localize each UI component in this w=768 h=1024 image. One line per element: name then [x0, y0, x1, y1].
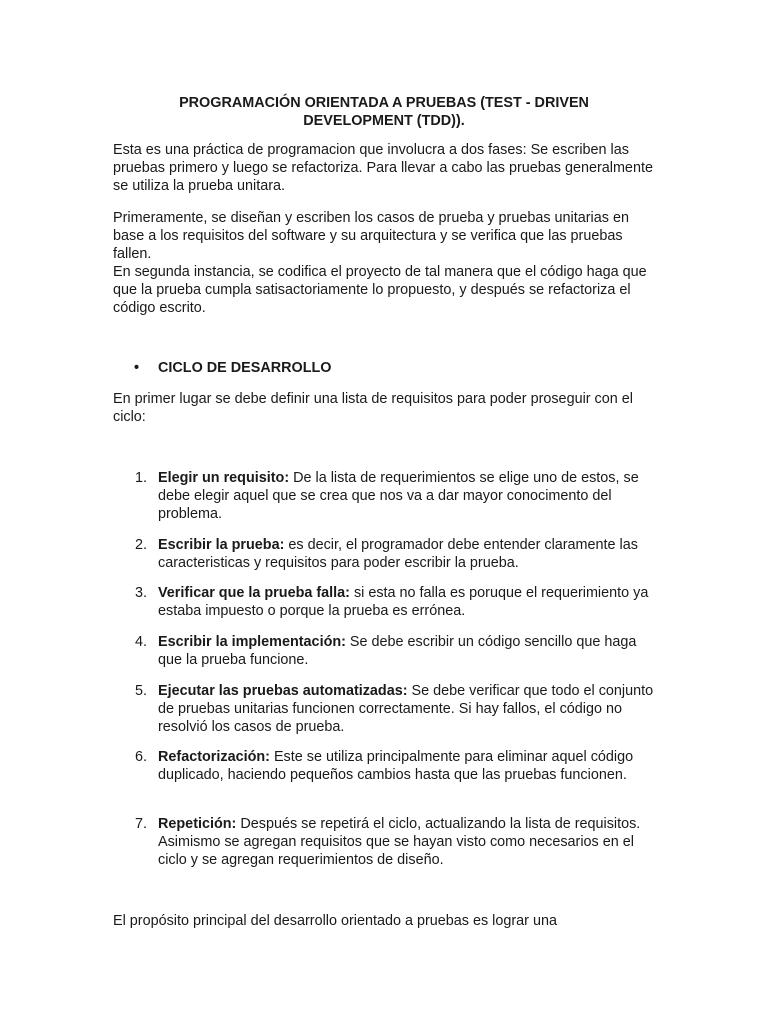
list-number: 7. [135, 816, 148, 832]
section-heading-text: CICLO DE DESARROLLO [158, 360, 332, 376]
paragraph-implementation: En segunda instancia, se codifica el proyecto de tal manera que el código haga que que la prueba cumpla satisactoriamente lo propuesto, y después se refactoriza el código escrito. [113, 264, 647, 316]
cycle-intro-paragraph: En primer lugar se debe definir una lista de requisitos para poder proseguir con el ciclo: [113, 391, 633, 425]
list-number: 6. [135, 749, 148, 765]
list-item-text: De la lista de requerimientos se elige uno de estos, se debe elegir aquel que se crea que nos va a dar mayor conocimento del problema. [158, 470, 639, 522]
list-item-term: Repetición: [158, 816, 237, 832]
list-number: 5. [135, 683, 148, 699]
intro-paragraph: Esta es una práctica de programacion que involucra a dos fases: Se escriben las pruebas primero y luego se refactoriza. Para llevar a cabo las pruebas generalmente se utiliza la prueba unitara. [113, 142, 653, 194]
paragraph-design-tests: Primeramente, se diseñan y escriben los casos de prueba y pruebas unitarias en base a los requisitos del software y su arquitectura y se verifica que las pruebas fallen. [113, 210, 629, 262]
list-item-text: Se debe verificar que todo el conjunto de pruebas unitarias funcionen correctamente. Si hay fallos, el código no resolvió los casos de prueba. [158, 683, 654, 735]
list-item-term: Ejecutar las pruebas automatizadas: [158, 683, 408, 699]
list-number: 1. [135, 470, 148, 486]
list-number: 4. [135, 634, 148, 650]
list-item-text: Este se utiliza principalmente para eliminar aquel código duplicado, haciendo pequeños cambios hasta que las pruebas funcionen. [158, 749, 634, 783]
list-item-body [158, 815, 658, 869]
list-item-body [158, 682, 658, 736]
bullet-icon: • [134, 360, 140, 376]
list-item-term: Escribir la prueba: [158, 537, 285, 553]
list-item-term: Verificar que la prueba falla: [158, 585, 350, 601]
closing-paragraph: El propósito principal del desarrollo orientado a pruebas es lograr una [113, 913, 557, 929]
list-item-text: si esta no falla es poruque el requerimiento ya estaba impuesto o porque la prueba es errónea. [158, 585, 649, 619]
list-item-text: es decir, el programador debe entender claramente las caracteristicas y requisitos para poder escribir la prueba. [158, 537, 638, 571]
list-item-term: Refactorización: [158, 749, 270, 765]
list-item-term: Elegir un requisito: [158, 470, 290, 486]
list-item-body [158, 584, 658, 620]
list-item-text: Se debe escribir un código sencillo que haga que la prueba funcione. [158, 634, 637, 668]
list-number: 2. [135, 537, 148, 553]
list-item-body [158, 633, 658, 669]
list-item-body [158, 536, 658, 572]
list-item-body [158, 469, 658, 523]
list-number: 3. [135, 585, 148, 601]
document-title: PROGRAMACIÓN ORIENTADA A PRUEBAS (TEST - DRIVEN DEVELOPMENT (TDD)). [179, 95, 589, 129]
list-item-term: Escribir la implementación: [158, 634, 346, 650]
list-item-body [158, 748, 658, 784]
list-item-text: Después se repetirá el ciclo, actualizando la lista de requisitos. Asimismo se agregan requisitos que se hayan visto como necesarios en el ciclo y se agregan requerimientos de diseño. [158, 816, 641, 868]
